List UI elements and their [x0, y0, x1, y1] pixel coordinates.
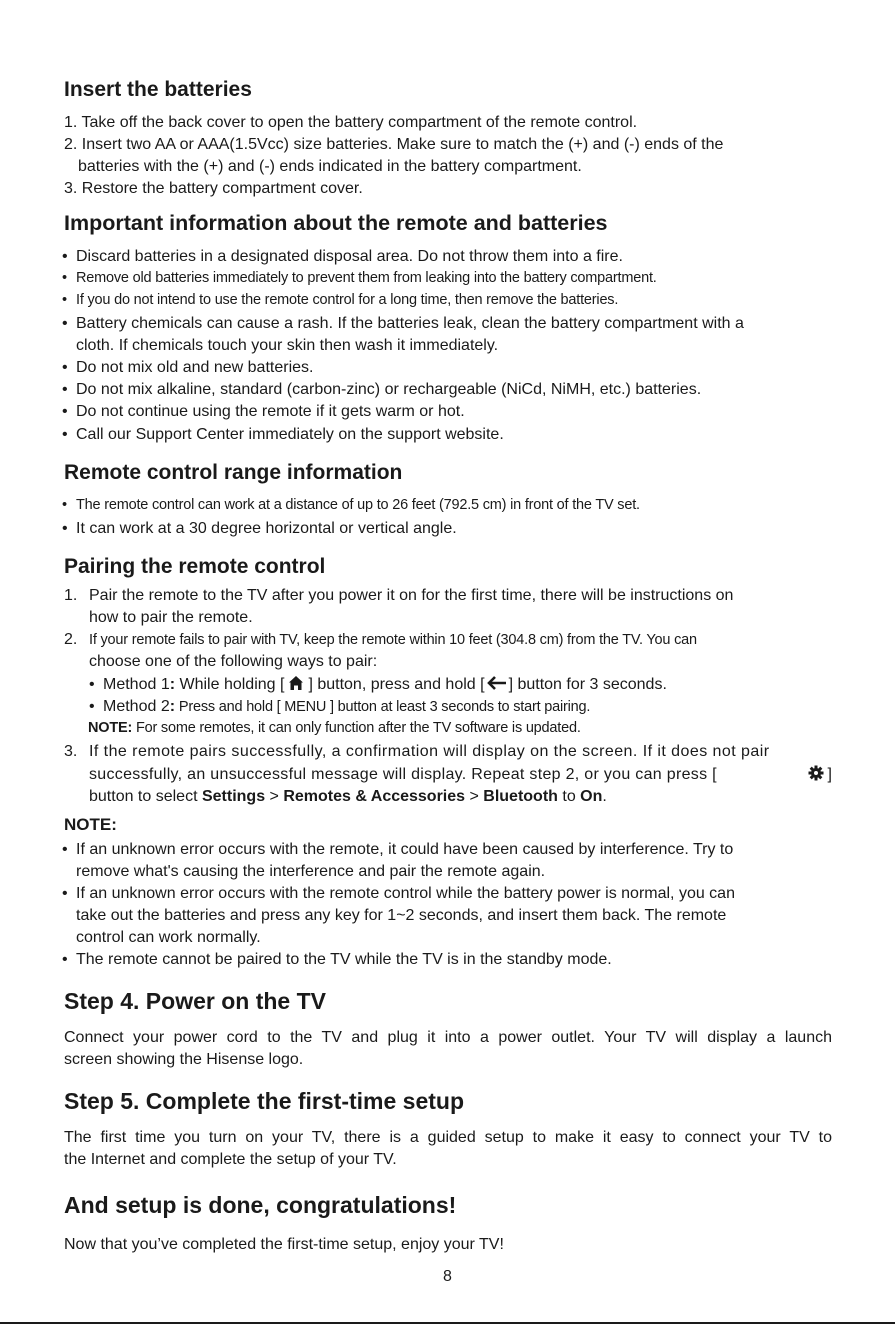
- note-heading: NOTE:: [64, 815, 117, 834]
- home-icon: [286, 675, 306, 691]
- paragraph-line: screen showing the Hisense logo.: [64, 1051, 304, 1068]
- list-item: [64, 585, 733, 607]
- list-item-text: Do not mix old and new batteries.: [76, 359, 314, 376]
- method-label: Method 2: [103, 698, 170, 715]
- method-colon: :: [169, 676, 176, 693]
- list-item: batteries with the (+) and (-) ends indicated in the battery compartment.: [78, 158, 582, 175]
- list-item-text: Remove old batteries immediately to prevent them from leaking into the battery compartment.: [76, 270, 657, 286]
- menu-path-on: On: [580, 788, 603, 805]
- list-number: 3.: [64, 743, 78, 760]
- method-colon: :: [169, 698, 176, 715]
- menu-path-settings: Settings: [201, 788, 266, 805]
- gear-icon: [806, 765, 826, 781]
- paragraph-line: Now that you’ve completed the first-time setup, enjoy your TV!: [64, 1236, 504, 1253]
- list-item: [62, 495, 640, 517]
- section-heading-insert-batteries: Insert the batteries: [64, 78, 252, 101]
- method-1-line: [89, 674, 667, 696]
- list-number: 2.: [64, 631, 78, 648]
- list-item-text: It can work at a 30 degree horizontal or vertical angle.: [76, 520, 457, 537]
- step-4-heading: Step 4. Power on the TV: [64, 988, 326, 1014]
- paragraph-line: Connect your power cord to the TV and plug it into a power outlet. Your TV will display a launch: [64, 1029, 832, 1046]
- list-item-text: Do not mix alkaline, standard (carbon-zinc) or rechargeable (NiCd, NiMH, etc.) batteries.: [76, 381, 702, 398]
- list-item-continued: [89, 764, 832, 786]
- list-item: [62, 246, 623, 268]
- list-item-text: If your remote fails to pair with TV, keep the remote within 10 feet (304.8 cm) from the TV. You can: [89, 632, 697, 648]
- method-text: While holding [: [175, 676, 285, 693]
- list-item-continued: how to pair the remote.: [89, 609, 253, 626]
- list-item-text: Pair the remote to the TV after you power it on for the first time, there will be instructions on: [89, 587, 734, 604]
- list-item-text: The remote cannot be paired to the TV while the TV is in the standby mode.: [76, 951, 612, 968]
- paragraph-line: The first time you turn on your TV, there is a guided setup to make it easy to connect your TV to: [64, 1129, 832, 1146]
- list-item-text: If the remote pairs successfully, a confirmation will display on the screen. If it does not pair: [89, 743, 770, 760]
- pairing-note: [88, 718, 581, 740]
- list-item: [62, 379, 701, 401]
- list-item-text: to: [557, 788, 581, 805]
- list-item: [62, 518, 457, 540]
- method-label: Method 1: [103, 676, 170, 693]
- list-item: [62, 268, 657, 290]
- done-heading: And setup is done, congratulations!: [64, 1192, 457, 1218]
- list-item-continued: control can work normally.: [76, 929, 261, 946]
- list-item: [64, 741, 770, 763]
- list-item-text: Do not continue using the remote if it gets warm or hot.: [76, 403, 465, 420]
- list-item-continued: [89, 786, 607, 808]
- list-item: [62, 401, 465, 423]
- menu-path-remotes: Remotes & Accessories: [283, 788, 466, 805]
- note-text: For some remotes, it can only function after the TV software is updated.: [132, 720, 581, 736]
- list-item-text: The remote control can work at a distance of up to 26 feet (792.5 cm) in front of the TV set.: [76, 497, 640, 513]
- method-text: Press and hold [ MENU ] button at least 3 seconds to start pairing.: [175, 699, 591, 715]
- list-item-text: successfully, an unsuccessful message will display. Repeat step 2, or you can press [: [89, 766, 717, 783]
- list-item: [64, 629, 697, 652]
- list-item: [62, 883, 735, 905]
- list-item: [62, 313, 744, 335]
- list-item-continued: take out the batteries and press any key for 1~2 seconds, and insert them back. The remote: [76, 907, 727, 924]
- note-label: NOTE:: [88, 720, 133, 736]
- list-item-continued: remove what's causing the interference and pair the remote again.: [76, 863, 546, 880]
- method-2-line: [89, 696, 590, 719]
- list-item: [62, 424, 504, 446]
- list-item-text: If an unknown error occurs with the remote, it could have been caused by interference. Try to: [76, 841, 734, 858]
- list-item: [62, 357, 313, 379]
- method-text: ] button for 3 seconds.: [508, 676, 667, 693]
- settings-icon-group: [804, 764, 832, 786]
- step-5-heading: Step 5. Complete the first-time setup: [64, 1088, 465, 1114]
- list-item: 3. Restore the battery compartment cover.: [64, 180, 363, 197]
- method-text: ] button, press and hold [: [308, 676, 485, 693]
- page-number: 8: [443, 1268, 452, 1285]
- list-item-text: Call our Support Center immediately on the support website.: [76, 426, 504, 443]
- paragraph-line: the Internet and complete the setup of your TV.: [64, 1151, 397, 1168]
- section-heading-range-info: Remote control range information: [64, 461, 403, 484]
- bracket-text: ]: [827, 766, 832, 783]
- list-item-text: If an unknown error occurs with the remote control while the battery power is normal, you can: [76, 885, 735, 902]
- list-item: 2. Insert two AA or AAA(1.5Vcc) size batteries. Make sure to match the (+) and (-) ends of the: [64, 136, 724, 153]
- menu-path-bluetooth: Bluetooth: [483, 788, 558, 805]
- list-item: 1. Take off the back cover to open the battery compartment of the remote control.: [64, 114, 638, 131]
- list-item: [62, 839, 733, 861]
- list-item: [62, 949, 612, 971]
- back-arrow-icon: [487, 675, 507, 691]
- list-number: 1.: [64, 587, 78, 604]
- section-heading-important-info: Important information about the remote and batteries: [64, 211, 608, 235]
- list-item-text: Discard batteries in a designated disposal area. Do not throw them into a fire.: [76, 248, 623, 265]
- list-item-continued: cloth. If chemicals touch your skin then wash it immediately.: [76, 337, 499, 354]
- list-item-text: If you do not intend to use the remote control for a long time, then remove the batteries.: [76, 292, 619, 308]
- list-item-text: .: [602, 788, 607, 805]
- list-item-continued: choose one of the following ways to pair:: [89, 653, 378, 670]
- section-heading-pairing: Pairing the remote control: [64, 555, 326, 578]
- list-item: [62, 290, 618, 312]
- menu-path-separator: >: [265, 788, 284, 805]
- list-item-text: Battery chemicals can cause a rash. If the batteries leak, clean the battery compartment with a: [76, 315, 744, 332]
- list-item-text: button to select: [89, 788, 202, 805]
- menu-path-separator: >: [465, 788, 484, 805]
